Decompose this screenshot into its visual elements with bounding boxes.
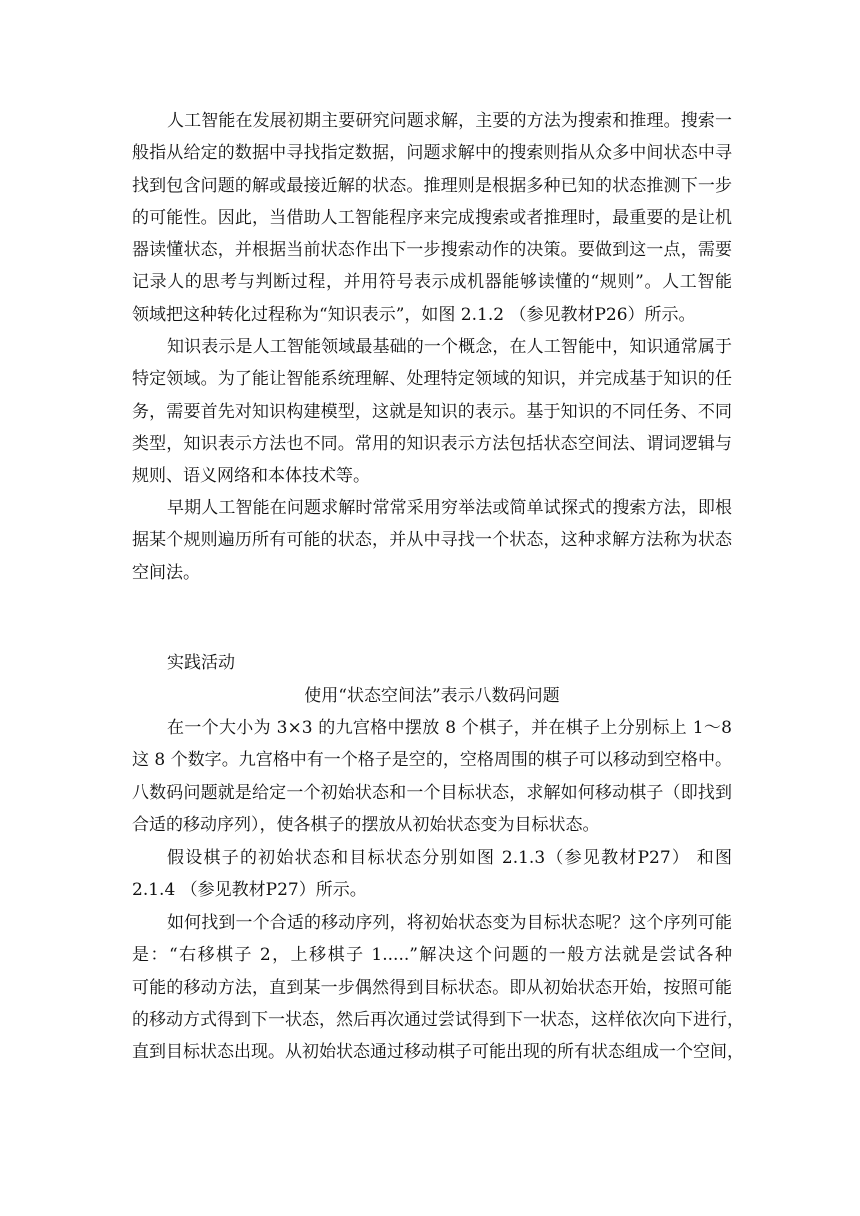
text-line: 知识表示是人工智能领域最基础的一个概念，在人工智能中，知识通常属于 [167, 337, 732, 357]
text-line: 的可能性。因此，当借助人工智能程序来完成搜索或者推理时，最重要的是让机 [132, 207, 732, 228]
text-line: 合适的移动序列），使各棋子的摆放从初始状态变为目标状态。 [132, 814, 600, 835]
text-line: 空间法。 [132, 562, 200, 583]
activity-title: 使用“状态空间法”表示八数码问题 [304, 686, 560, 706]
paragraph-state-space [132, 492, 732, 589]
activity-label: 实践活动 [167, 653, 235, 673]
text-line: 务，需要首先对知识构建模型，这就是知识的表示。基于知识的不同任务、不同 [132, 401, 732, 422]
text-line: 2.1.4 （参见教材P27）所示。 [132, 880, 367, 901]
paragraph-knowledge-representation [132, 331, 732, 492]
text-line: 般指从给定的数据中寻找指定数据，问题求解中的搜索则指从众多中间状态中寻 [132, 143, 732, 164]
text-line: 找到包含问题的解或最接近解的状态。推理则是根据多种已知的状态推测下一步 [132, 175, 732, 196]
text-line: 早期人工智能在问题求解时常常采用穷举法或简单试探式的搜索方法，即根 [167, 498, 732, 518]
text-line: 是：“右移棋子 2，上移棋子 1.....”解决这个问题的一般方法就是尝试各种 [132, 945, 732, 966]
text-line: 类型，知识表示方法也不同。常用的知识表示方法包括状态空间法、谓词逻辑与 [132, 433, 732, 454]
text-line: 在一个大小为 3×3 的九宫格中摆放 8 个棋子，并在棋子上分别标上 1～8 [167, 718, 732, 738]
text-line: 八数码问题就是给定一个初始状态和一个目标状态，求解如何移动棋子（即找到 [132, 782, 732, 803]
text-line: 记录人的思考与判断过程，并用符号表示成机器能够读懂的“规则”。人工智能 [132, 272, 732, 293]
text-line: 直到目标状态出现。从初始状态通过移动棋子可能出现的所有状态组成一个空间， [132, 1042, 744, 1063]
paragraph-eight-puzzle [132, 712, 732, 841]
text-line: 规则、语义网络和本体技术等。 [132, 466, 370, 487]
text-line: 的移动方式得到下一状态，然后再次通过尝试得到下一状态，这样依次向下进行， [132, 1009, 744, 1030]
text-line: 可能的移动方法，直到某一步偶然得到目标状态。即从初始状态开始，按照可能 [132, 977, 732, 998]
text-line: 这 8 个数字。九宫格中有一个格子是空的，空格周围的棋子可以移动到空格中。 [132, 750, 732, 771]
text-line: 器读懂状态，并根据当前状态作出下一步搜索动作的决策。要做到这一点，需要 [132, 240, 732, 261]
text-line: 如何找到一个合适的移动序列，将初始状态变为目标状态呢？这个序列可能 [167, 913, 732, 933]
text-line: 据某个规则遍历所有可能的状态，并从中寻找一个状态，这种求解方法称为状态 [132, 530, 732, 551]
text-line: 人工智能在发展初期主要研究问题求解，主要的方法为搜索和推理。搜索一 [167, 111, 732, 131]
paragraph-states [132, 842, 732, 907]
paragraph-move-sequence [132, 907, 744, 1068]
paragraph-intro [132, 105, 732, 331]
text-line: 特定领域。为了能让智能系统理解、处理特定领域的知识，并完成基于知识的任 [132, 369, 732, 390]
text-line: 假设棋子的初始状态和目标状态分别如图 2.1.3（参见教材P27） 和图 [167, 848, 732, 868]
text-line: 领域把这种转化过程称为“知识表示”，如图 2.1.2 （参见教材P26）所示。 [132, 304, 696, 325]
